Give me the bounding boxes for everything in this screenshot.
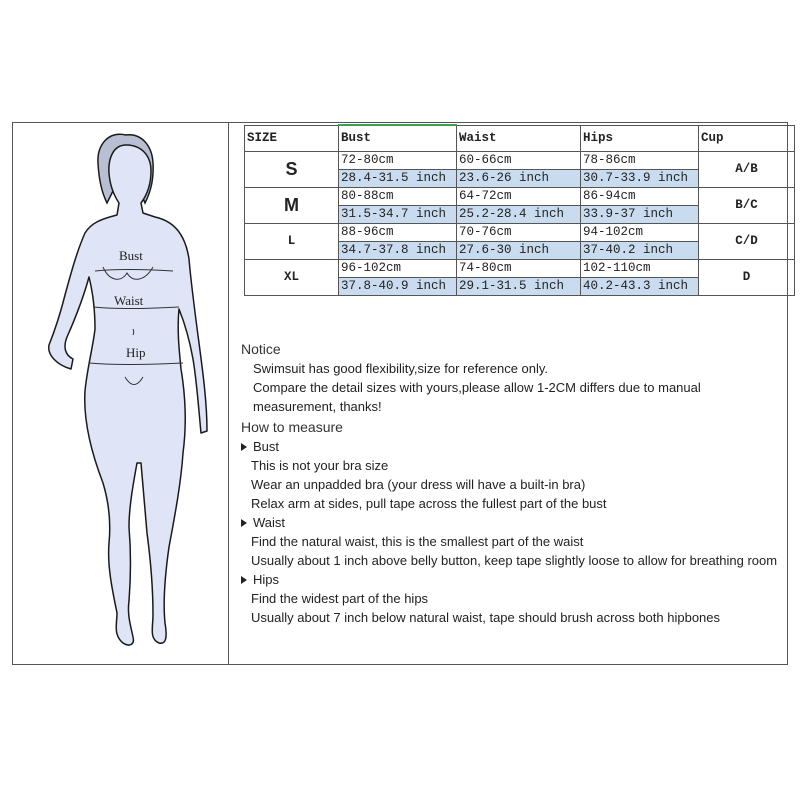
- bust-instruction: Wear an unpadded bra (your dress will have a built-in bra): [251, 477, 586, 492]
- waist-cm-cell: 64-72cm: [457, 187, 581, 205]
- bust-inch-cell: 37.8-40.9 inch: [339, 277, 457, 295]
- table-row: [245, 259, 795, 277]
- header-hips: Hips: [581, 125, 699, 151]
- panel-divider: [228, 122, 229, 665]
- waist-inch-cell: 27.6-30 inch: [457, 241, 581, 259]
- size-cell: XL: [245, 259, 339, 295]
- table-row: [245, 223, 795, 241]
- size-cell: S: [245, 151, 339, 187]
- size-cell: L: [245, 223, 339, 259]
- hips-section-heading: [241, 570, 793, 589]
- waist-section-heading: [241, 513, 793, 532]
- notice-line: Swimsuit has good flexibility,size for reference only.: [253, 361, 549, 376]
- hips-heading-label: Hips: [253, 572, 280, 587]
- bust-cm-cell: 96-102cm: [339, 259, 457, 277]
- waist-instruction: Usually about 1 inch above belly button, keep tape slightly loose to allow for breathing room: [251, 553, 778, 568]
- triangle-bullet-icon: [241, 443, 247, 451]
- table-header-row: [245, 125, 795, 151]
- hips-cm-cell: 86-94cm: [581, 187, 699, 205]
- triangle-bullet-icon: [241, 576, 247, 584]
- body-figure-illustration: [13, 123, 228, 664]
- notice-line: measurement, thanks!: [253, 399, 382, 414]
- notice-line: Compare the detail sizes with yours,please allow 1-2CM differs due to manual: [253, 380, 701, 395]
- bust-section-heading: [241, 437, 793, 456]
- table-row: [245, 151, 795, 169]
- hips-instruction: Usually about 7 inch below natural waist, tape should brush across both hipbones: [251, 610, 721, 625]
- hips-inch-cell: 33.9-37 inch: [581, 205, 699, 223]
- cup-cell: B/C: [699, 187, 795, 223]
- hips-cm-cell: 94-102cm: [581, 223, 699, 241]
- waist-inch-cell: 25.2-28.4 inch: [457, 205, 581, 223]
- header-cup: Cup: [699, 125, 795, 151]
- waist-cm-cell: 70-76cm: [457, 223, 581, 241]
- waist-inch-cell: 23.6-26 inch: [457, 169, 581, 187]
- waist-cm-cell: 60-66cm: [457, 151, 581, 169]
- header-waist: Waist: [457, 125, 581, 151]
- notes-section: [241, 340, 793, 627]
- header-bust: Bust: [339, 125, 457, 151]
- hips-cm-cell: 78-86cm: [581, 151, 699, 169]
- size-cell: M: [245, 187, 339, 223]
- waist-instruction: Find the natural waist, this is the smallest part of the waist: [251, 534, 584, 549]
- hips-inch-cell: 37-40.2 inch: [581, 241, 699, 259]
- figure-label-hip: Hip: [126, 345, 146, 360]
- header-size: SIZE: [245, 125, 339, 151]
- hips-inch-cell: 40.2-43.3 inch: [581, 277, 699, 295]
- bust-instruction: This is not your bra size: [251, 458, 389, 473]
- figure-label-bust: Bust: [119, 248, 143, 263]
- bust-cm-cell: 88-96cm: [339, 223, 457, 241]
- notice-title: Notice: [241, 341, 281, 357]
- hips-cm-cell: 102-110cm: [581, 259, 699, 277]
- figure-label-waist: Waist: [114, 293, 144, 308]
- cup-cell: C/D: [699, 223, 795, 259]
- waist-heading-label: Waist: [253, 515, 286, 530]
- waist-inch-cell: 29.1-31.5 inch: [457, 277, 581, 295]
- waist-cm-cell: 74-80cm: [457, 259, 581, 277]
- bust-inch-cell: 34.7-37.8 inch: [339, 241, 457, 259]
- hips-inch-cell: 30.7-33.9 inch: [581, 169, 699, 187]
- triangle-bullet-icon: [241, 519, 247, 527]
- bust-heading-label: Bust: [253, 439, 280, 454]
- cup-cell: D: [699, 259, 795, 295]
- bust-cm-cell: 80-88cm: [339, 187, 457, 205]
- bust-inch-cell: 31.5-34.7 inch: [339, 205, 457, 223]
- bust-instruction: Relax arm at sides, pull tape across the fullest part of the bust: [251, 496, 607, 511]
- bust-cm-cell: 72-80cm: [339, 151, 457, 169]
- cup-cell: A/B: [699, 151, 795, 187]
- size-table: [244, 124, 795, 296]
- bust-inch-cell: 28.4-31.5 inch: [339, 169, 457, 187]
- table-row: [245, 187, 795, 205]
- hips-instruction: Find the widest part of the hips: [251, 591, 429, 606]
- body-figure-panel: [13, 123, 228, 664]
- how-to-measure-title: How to measure: [241, 419, 343, 435]
